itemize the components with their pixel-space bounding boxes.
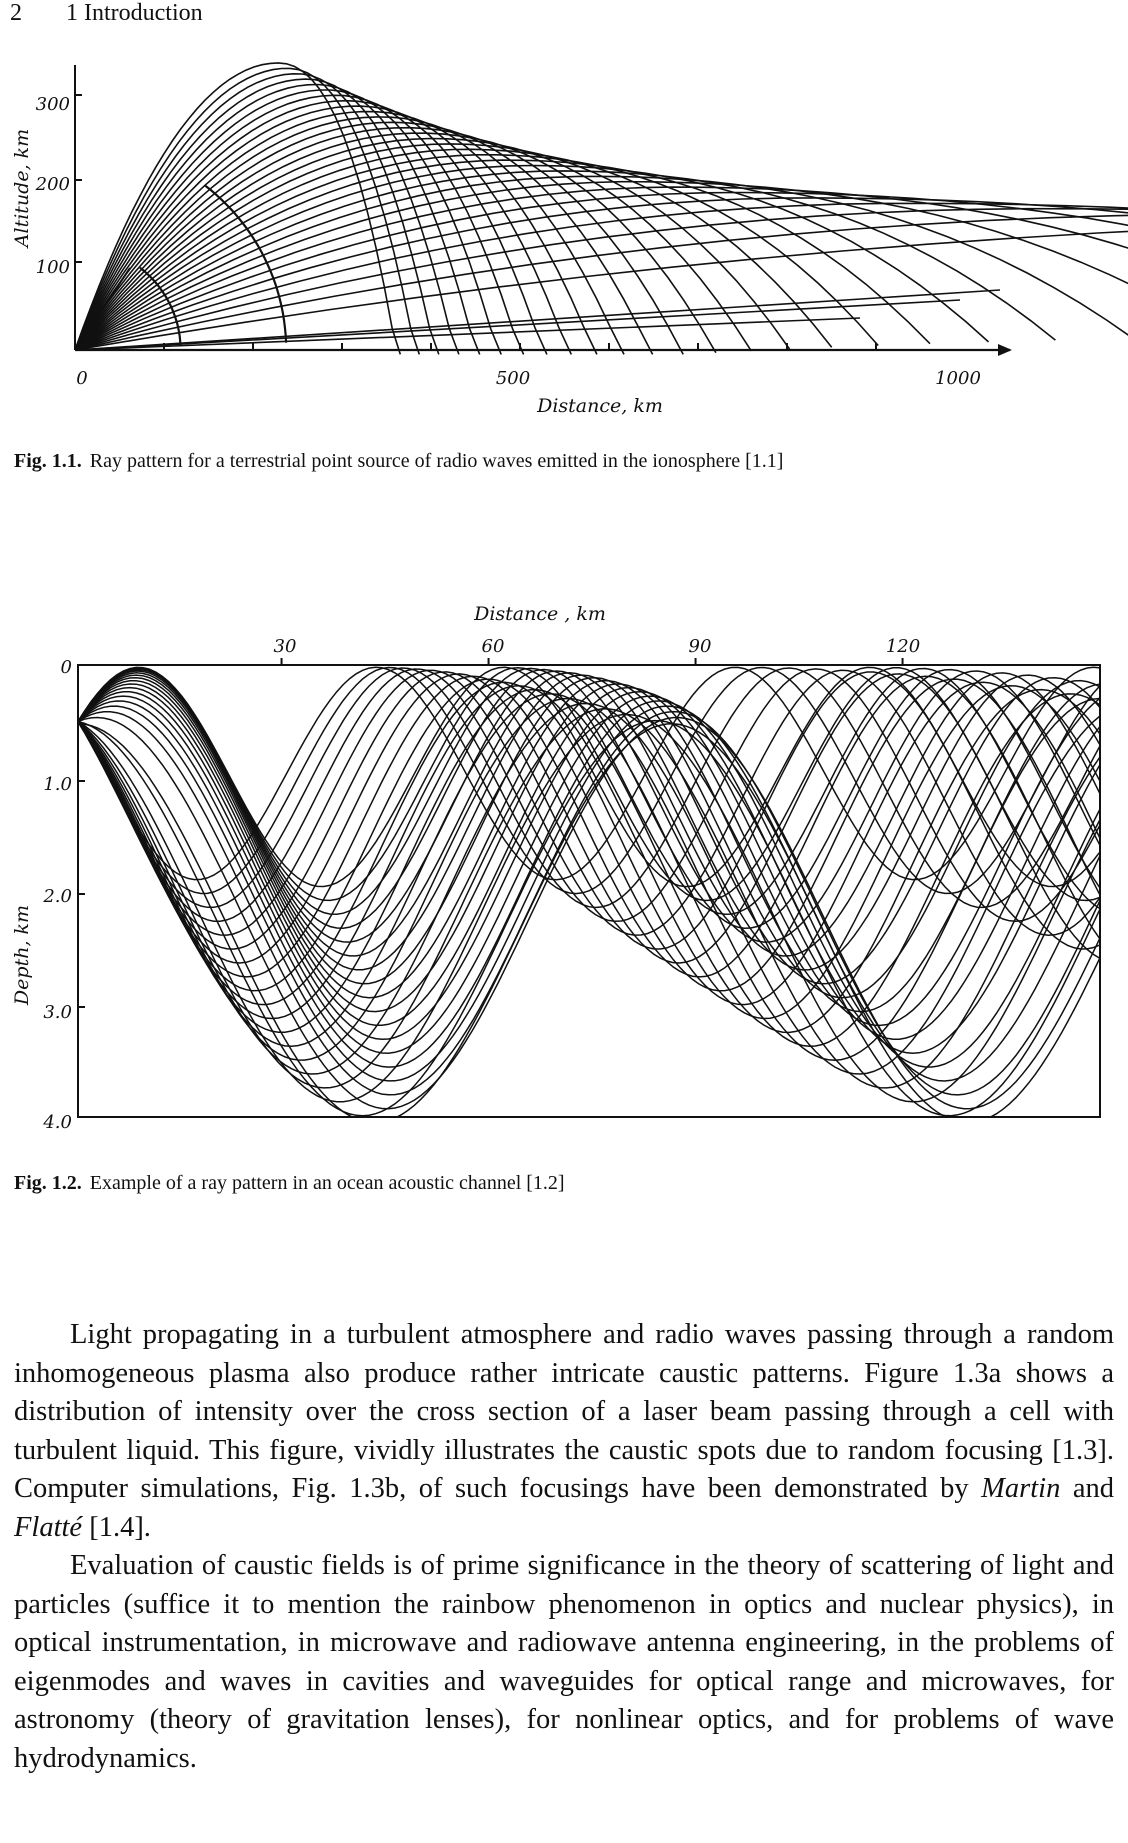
chapter-title: 1 Introduction <box>66 0 203 26</box>
fig2-xlabel: Distance , km <box>474 603 606 625</box>
fig1-xlabel: Distance, km <box>537 395 663 417</box>
paragraph-1-text: Light propagating in a turbulent atmosphere and radio waves passing through a random inhomogeneous plasma also produce rather intricate caustic patterns. Figure 1.3a shows a distribution of intensity over the cross section of a laser beam passing through a cell with turbulent liquid. This figure, vividly illustrates the caustic spots due to random focusing [1.3]. Computer simulations, Fig. 1.3b, of such focusings have been demonstrated by <box>14 1319 1114 1504</box>
fig1-ytick-200: 200 <box>35 174 70 195</box>
author-flatte: Flatté <box>14 1511 83 1543</box>
fig2-xtick-120: 120 <box>885 636 921 657</box>
paragraph-1-end: [1.4]. <box>82 1511 151 1543</box>
fig2-ray-paths <box>78 667 1113 1122</box>
fig2-ytick-0: 0 <box>60 657 72 678</box>
fig1-ray-paths <box>75 63 1128 355</box>
fig2-ytick-2: 2.0 <box>43 886 72 907</box>
fig2-ray <box>78 712 1113 1095</box>
fig1-ray <box>75 166 989 351</box>
fig1-x-arrow <box>998 344 1012 356</box>
fig1-xtick-0: 0 <box>76 368 88 389</box>
figure-1-1-ray-diagram <box>0 40 1128 470</box>
fig2-xtick-90: 90 <box>688 636 712 657</box>
fig1-ytick-100: 100 <box>35 257 70 278</box>
figure-1-1-caption-label: Fig. 1.1. <box>14 450 82 472</box>
fig1-ylabel: Altitude, km <box>11 128 33 248</box>
fig2-ytick-4: 4.0 <box>43 1112 72 1133</box>
paragraph-1 <box>14 1316 1114 1547</box>
fig2-xtick-60: 60 <box>481 636 505 657</box>
body-text <box>14 1316 1114 1778</box>
fig2-xtick-30: 30 <box>273 636 297 657</box>
figure-1-1-caption <box>14 450 783 473</box>
fig2-ytick-3: 3.0 <box>43 1002 72 1023</box>
fig2-ray <box>78 701 1113 1067</box>
figure-1-2-caption-label: Fig. 1.2. <box>14 1172 82 1194</box>
fig2-ytick-1: 1.0 <box>43 774 72 795</box>
figure-1-1-caption-text: Ray pattern for a terrestrial point source of radio waves emitted in the ionosphere [1.1] <box>89 450 784 472</box>
fig2-ylabel: Depth, km <box>11 904 33 1006</box>
page-number: 2 <box>10 0 22 26</box>
page-header <box>10 0 203 27</box>
figure-1-2-caption <box>14 1172 565 1195</box>
fig1-ytick-300: 300 <box>35 94 70 115</box>
author-martin: Martin <box>981 1473 1061 1504</box>
fig1-ray <box>75 214 1128 350</box>
figure-1-2-ray-diagram <box>0 590 1128 1150</box>
fig1-ray <box>75 220 1128 351</box>
fig2-ray <box>78 692 1113 1040</box>
figure-1-2-caption-text: Example of a ray pattern in an ocean acoustic channel [1.2] <box>89 1172 565 1194</box>
paragraph-1-and: and <box>1060 1473 1114 1504</box>
fig1-ray <box>75 155 878 350</box>
fig1-xtick-500: 500 <box>495 368 531 389</box>
fig1-xtick-1000: 1000 <box>935 368 981 389</box>
paragraph-2: Evaluation of caustic fields is of prime significance in the theory of scattering of light and particles (suffice it to mention the rainbow phenomenon in optics and nuclear physics), in optical instrumentation, in microwave and radiowave antenna engineering, in the problems of eigenmodes and waves in cavities and waveguides for optical range and microwaves, for astronomy (theory of gravitation lenses), for nonlinear optics, and for problems of wave hydrodynamics. <box>14 1550 1114 1774</box>
